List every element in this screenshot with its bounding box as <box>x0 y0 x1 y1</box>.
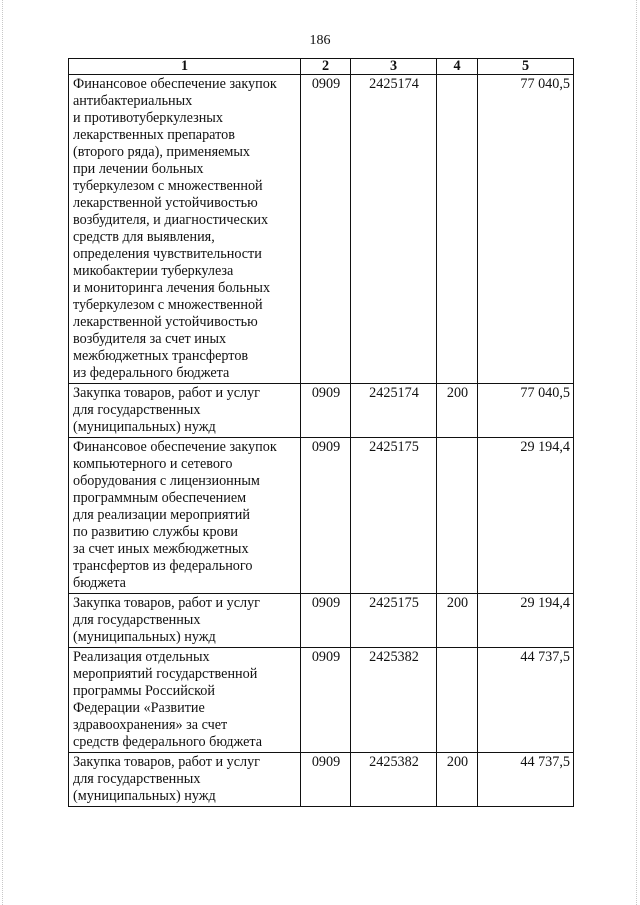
header-col-1: 1 <box>69 59 301 75</box>
row-section: 0909 <box>301 384 351 438</box>
table-row <box>69 648 574 753</box>
table-body <box>69 75 574 807</box>
row-expense-type: 200 <box>437 384 478 438</box>
row-expense-type <box>437 75 478 384</box>
row-name: Закупка товаров, работ и услуг для государственных (муниципальных) нужд <box>69 594 301 648</box>
page-number: 186 <box>309 33 331 48</box>
row-section: 0909 <box>301 594 351 648</box>
row-section: 0909 <box>301 753 351 807</box>
row-amount: 29 194,4 <box>478 438 574 594</box>
row-expense-type <box>437 438 478 594</box>
header-col-5: 5 <box>478 59 574 75</box>
table-row <box>69 75 574 384</box>
row-target: 2425174 <box>351 75 437 384</box>
table-row <box>69 594 574 648</box>
row-amount: 29 194,4 <box>478 594 574 648</box>
row-section: 0909 <box>301 648 351 753</box>
table-row <box>69 384 574 438</box>
row-amount: 44 737,5 <box>478 753 574 807</box>
header-col-2: 2 <box>301 59 351 75</box>
row-target: 2425382 <box>351 753 437 807</box>
row-target: 2425175 <box>351 594 437 648</box>
budget-table <box>68 58 574 807</box>
row-name: Финансовое обеспечение закупок антибактериальных и противотуберкулезных лекарственных препаратов (второго ряда), применяемых при лечении больных туберкулезом с множественной лекарственной устойчивостью возбудителя, и диагностических средств для выявления, определения чувствительности микобактерии туберкулеза и мониторинга лечения больных туберкулезом с множественной лекарственной устойчивостью возбудителя за счет иных межбюджетных трансфертов из федерального бюджета <box>69 75 301 384</box>
header-col-4: 4 <box>437 59 478 75</box>
scan-edge-right <box>636 0 638 905</box>
row-name: Закупка товаров, работ и услуг для государственных (муниципальных) нужд <box>69 753 301 807</box>
row-expense-type <box>437 648 478 753</box>
table-row <box>69 753 574 807</box>
row-target: 2425175 <box>351 438 437 594</box>
row-name: Закупка товаров, работ и услуг для государственных (муниципальных) нужд <box>69 384 301 438</box>
row-expense-type: 200 <box>437 753 478 807</box>
table-row <box>69 438 574 594</box>
row-target: 2425382 <box>351 648 437 753</box>
row-amount: 77 040,5 <box>478 75 574 384</box>
header-row <box>69 59 574 75</box>
scan-edge-left <box>2 0 4 905</box>
row-expense-type: 200 <box>437 594 478 648</box>
row-amount: 44 737,5 <box>478 648 574 753</box>
row-section: 0909 <box>301 438 351 594</box>
row-name: Реализация отдельных мероприятий государственной программы Российской Федерации «Развитие здравоохранения» за счет средств федерального бюджета <box>69 648 301 753</box>
row-section: 0909 <box>301 75 351 384</box>
row-target: 2425174 <box>351 384 437 438</box>
row-amount: 77 040,5 <box>478 384 574 438</box>
row-name: Финансовое обеспечение закупок компьютерного и сетевого оборудования с лицензионным программным обеспечением для реализации мероприятий по развитию службы крови за счет иных межбюджетных трансфертов из федерального бюджета <box>69 438 301 594</box>
header-col-3: 3 <box>351 59 437 75</box>
table-header <box>69 59 574 75</box>
